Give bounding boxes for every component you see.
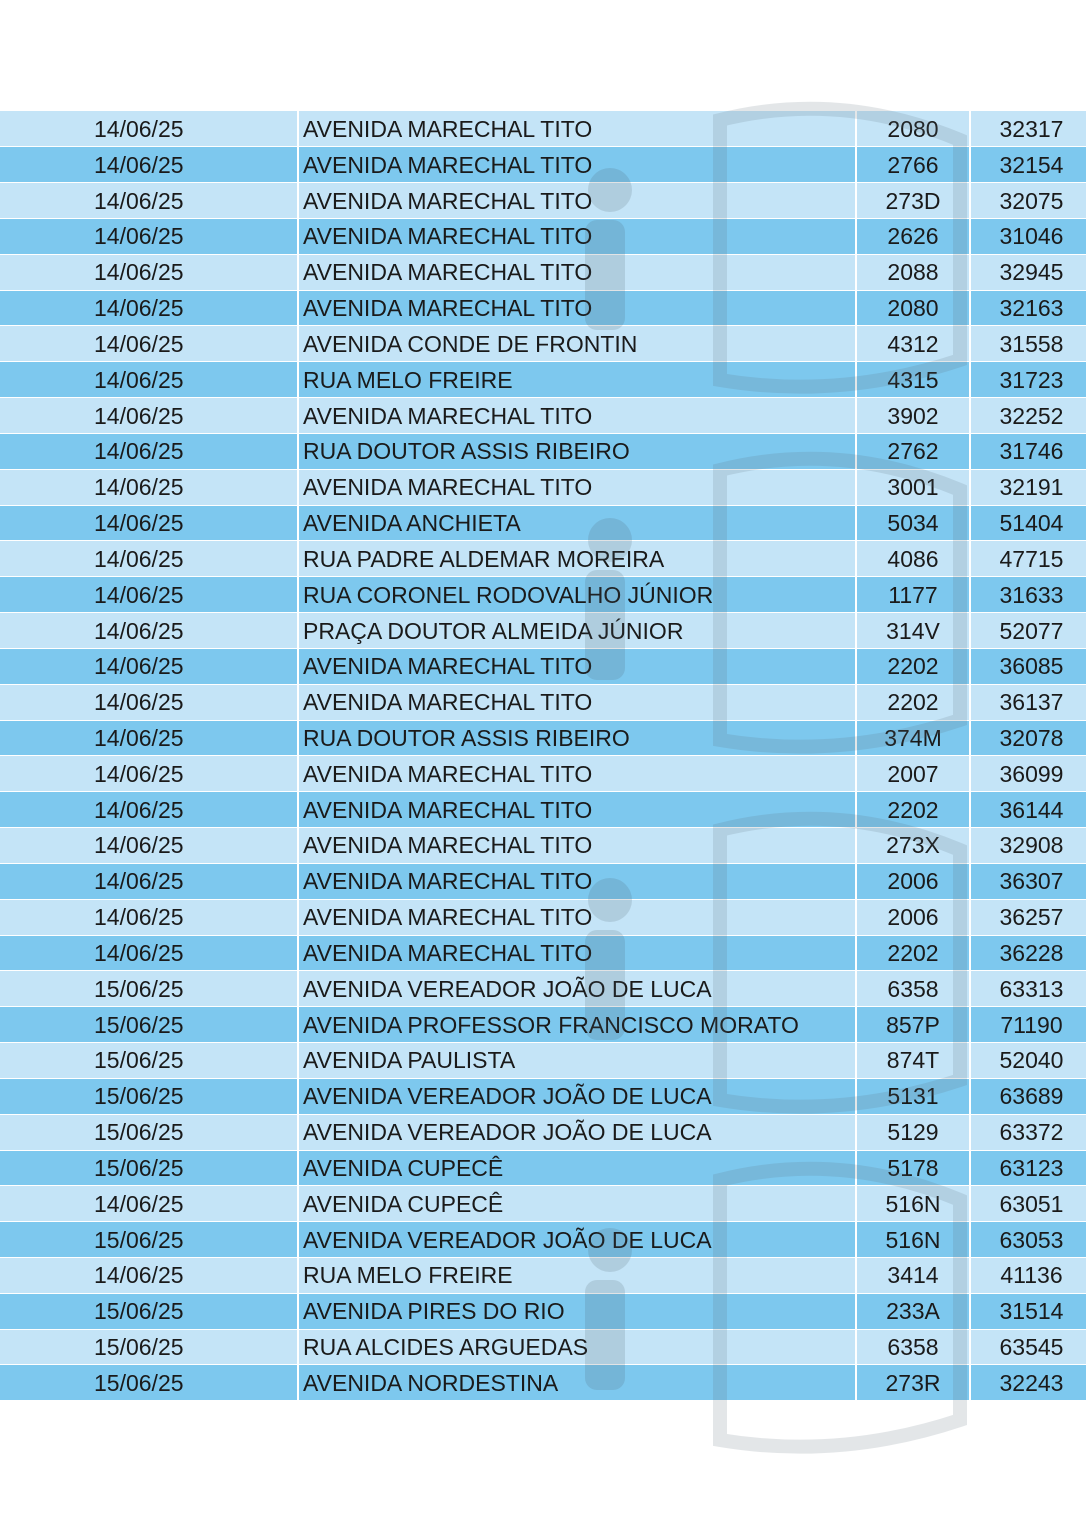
line-cell: 6358 — [856, 971, 970, 1007]
line-cell: 5131 — [856, 1078, 970, 1114]
table-row — [0, 613, 1086, 649]
vehicle-cell: 52077 — [970, 613, 1086, 649]
line-cell: 6358 — [856, 1329, 970, 1365]
street-cell: AVENIDA MARECHAL TITO — [298, 648, 856, 684]
table-row — [0, 792, 1086, 828]
street-cell: AVENIDA ANCHIETA — [298, 505, 856, 541]
vehicle-cell: 36099 — [970, 756, 1086, 792]
line-cell: 2626 — [856, 218, 970, 254]
street-cell: AVENIDA MARECHAL TITO — [298, 398, 856, 434]
date-cell: 14/06/25 — [0, 720, 298, 756]
street-cell: AVENIDA MARECHAL TITO — [298, 254, 856, 290]
date-cell: 14/06/25 — [0, 111, 298, 147]
table-row — [0, 326, 1086, 362]
street-cell: AVENIDA VEREADOR JOÃO DE LUCA — [298, 1114, 856, 1150]
line-cell: 273R — [856, 1365, 970, 1401]
date-cell: 14/06/25 — [0, 899, 298, 935]
line-cell: 314V — [856, 613, 970, 649]
line-cell: 2202 — [856, 935, 970, 971]
vehicle-cell: 32243 — [970, 1365, 1086, 1401]
line-cell: 2762 — [856, 433, 970, 469]
vehicle-cell: 31746 — [970, 433, 1086, 469]
street-cell: AVENIDA MARECHAL TITO — [298, 935, 856, 971]
line-cell: 3902 — [856, 398, 970, 434]
date-cell: 14/06/25 — [0, 541, 298, 577]
line-cell: 4315 — [856, 362, 970, 398]
line-cell: 874T — [856, 1043, 970, 1079]
street-cell: AVENIDA MARECHAL TITO — [298, 792, 856, 828]
table-row — [0, 505, 1086, 541]
incident-table — [0, 111, 1086, 1401]
street-cell: AVENIDA MARECHAL TITO — [298, 684, 856, 720]
vehicle-cell: 32078 — [970, 720, 1086, 756]
date-cell: 14/06/25 — [0, 290, 298, 326]
vehicle-cell: 31558 — [970, 326, 1086, 362]
table-row — [0, 935, 1086, 971]
vehicle-cell: 63051 — [970, 1186, 1086, 1222]
date-cell: 15/06/25 — [0, 1007, 298, 1043]
date-cell: 14/06/25 — [0, 398, 298, 434]
street-cell: AVENIDA MARECHAL TITO — [298, 218, 856, 254]
table-row — [0, 147, 1086, 183]
line-cell: 2006 — [856, 863, 970, 899]
vehicle-cell: 32154 — [970, 147, 1086, 183]
date-cell: 14/06/25 — [0, 792, 298, 828]
street-cell: AVENIDA MARECHAL TITO — [298, 863, 856, 899]
date-cell: 14/06/25 — [0, 756, 298, 792]
street-cell: RUA ALCIDES ARGUEDAS — [298, 1329, 856, 1365]
table-row — [0, 1258, 1086, 1294]
street-cell: AVENIDA MARECHAL TITO — [298, 147, 856, 183]
line-cell: 2202 — [856, 648, 970, 684]
date-cell: 14/06/25 — [0, 433, 298, 469]
street-cell: AVENIDA MARECHAL TITO — [298, 111, 856, 147]
table-row — [0, 398, 1086, 434]
vehicle-cell: 32163 — [970, 290, 1086, 326]
line-cell: 5178 — [856, 1150, 970, 1186]
vehicle-cell: 36228 — [970, 935, 1086, 971]
table-row — [0, 863, 1086, 899]
vehicle-cell: 31633 — [970, 577, 1086, 613]
table-row — [0, 218, 1086, 254]
vehicle-cell: 36085 — [970, 648, 1086, 684]
date-cell: 14/06/25 — [0, 1258, 298, 1294]
street-cell: RUA DOUTOR ASSIS RIBEIRO — [298, 433, 856, 469]
table-row — [0, 1078, 1086, 1114]
street-cell: AVENIDA MARECHAL TITO — [298, 899, 856, 935]
table-row — [0, 469, 1086, 505]
line-cell: 2006 — [856, 899, 970, 935]
date-cell: 15/06/25 — [0, 1293, 298, 1329]
vehicle-cell: 41136 — [970, 1258, 1086, 1294]
street-cell: AVENIDA VEREADOR JOÃO DE LUCA — [298, 971, 856, 1007]
line-cell: 5034 — [856, 505, 970, 541]
line-cell: 516N — [856, 1222, 970, 1258]
date-cell: 14/06/25 — [0, 684, 298, 720]
vehicle-cell: 32191 — [970, 469, 1086, 505]
table-row — [0, 971, 1086, 1007]
table-row — [0, 290, 1086, 326]
date-cell: 14/06/25 — [0, 648, 298, 684]
vehicle-cell: 36137 — [970, 684, 1086, 720]
table-row — [0, 433, 1086, 469]
street-cell: AVENIDA CONDE DE FRONTIN — [298, 326, 856, 362]
line-cell: 2007 — [856, 756, 970, 792]
table-row — [0, 362, 1086, 398]
line-cell: 2080 — [856, 111, 970, 147]
vehicle-cell: 51404 — [970, 505, 1086, 541]
line-cell: 2080 — [856, 290, 970, 326]
street-cell: RUA MELO FREIRE — [298, 1258, 856, 1294]
table-row — [0, 720, 1086, 756]
vehicle-cell: 36307 — [970, 863, 1086, 899]
street-cell: AVENIDA VEREADOR JOÃO DE LUCA — [298, 1222, 856, 1258]
table-row — [0, 254, 1086, 290]
street-cell: AVENIDA MARECHAL TITO — [298, 828, 856, 864]
date-cell: 14/06/25 — [0, 863, 298, 899]
vehicle-cell: 32317 — [970, 111, 1086, 147]
line-cell: 2202 — [856, 684, 970, 720]
street-cell: AVENIDA NORDESTINA — [298, 1365, 856, 1401]
street-cell: AVENIDA MARECHAL TITO — [298, 290, 856, 326]
date-cell: 14/06/25 — [0, 147, 298, 183]
line-cell: 5129 — [856, 1114, 970, 1150]
date-cell: 14/06/25 — [0, 1186, 298, 1222]
street-cell: AVENIDA MARECHAL TITO — [298, 469, 856, 505]
line-cell: 857P — [856, 1007, 970, 1043]
vehicle-cell: 71190 — [970, 1007, 1086, 1043]
date-cell: 15/06/25 — [0, 1043, 298, 1079]
table-row — [0, 1293, 1086, 1329]
date-cell: 15/06/25 — [0, 1365, 298, 1401]
vehicle-cell: 47715 — [970, 541, 1086, 577]
street-cell: AVENIDA MARECHAL TITO — [298, 183, 856, 219]
line-cell: 273X — [856, 828, 970, 864]
street-cell: AVENIDA PROFESSOR FRANCISCO MORATO — [298, 1007, 856, 1043]
date-cell: 15/06/25 — [0, 971, 298, 1007]
table-row — [0, 1365, 1086, 1401]
table-row — [0, 1007, 1086, 1043]
date-cell: 15/06/25 — [0, 1078, 298, 1114]
line-cell: 273D — [856, 183, 970, 219]
date-cell: 14/06/25 — [0, 326, 298, 362]
table-row — [0, 899, 1086, 935]
table-row — [0, 684, 1086, 720]
table-row — [0, 756, 1086, 792]
date-cell: 14/06/25 — [0, 577, 298, 613]
line-cell: 2088 — [856, 254, 970, 290]
vehicle-cell: 63545 — [970, 1329, 1086, 1365]
date-cell: 14/06/25 — [0, 505, 298, 541]
vehicle-cell: 32908 — [970, 828, 1086, 864]
incident-table-container — [0, 111, 1086, 1401]
vehicle-cell: 32075 — [970, 183, 1086, 219]
vehicle-cell: 32945 — [970, 254, 1086, 290]
vehicle-cell: 63372 — [970, 1114, 1086, 1150]
vehicle-cell: 52040 — [970, 1043, 1086, 1079]
table-row — [0, 1329, 1086, 1365]
date-cell: 14/06/25 — [0, 218, 298, 254]
street-cell: RUA DOUTOR ASSIS RIBEIRO — [298, 720, 856, 756]
street-cell: AVENIDA CUPECÊ — [298, 1186, 856, 1222]
table-body — [0, 111, 1086, 1401]
date-cell: 14/06/25 — [0, 935, 298, 971]
line-cell: 4086 — [856, 541, 970, 577]
street-cell: AVENIDA MARECHAL TITO — [298, 756, 856, 792]
line-cell: 233A — [856, 1293, 970, 1329]
street-cell: PRAÇA DOUTOR ALMEIDA JÚNIOR — [298, 613, 856, 649]
street-cell: RUA CORONEL RODOVALHO JÚNIOR — [298, 577, 856, 613]
street-cell: RUA MELO FREIRE — [298, 362, 856, 398]
line-cell: 4312 — [856, 326, 970, 362]
date-cell: 14/06/25 — [0, 362, 298, 398]
line-cell: 2766 — [856, 147, 970, 183]
street-cell: AVENIDA PAULISTA — [298, 1043, 856, 1079]
table-row — [0, 183, 1086, 219]
date-cell: 14/06/25 — [0, 613, 298, 649]
table-row — [0, 1186, 1086, 1222]
table-row — [0, 1150, 1086, 1186]
vehicle-cell: 36257 — [970, 899, 1086, 935]
table-row — [0, 577, 1086, 613]
date-cell: 14/06/25 — [0, 469, 298, 505]
street-cell: AVENIDA VEREADOR JOÃO DE LUCA — [298, 1078, 856, 1114]
table-row — [0, 828, 1086, 864]
table-row — [0, 111, 1086, 147]
vehicle-cell: 63689 — [970, 1078, 1086, 1114]
date-cell: 15/06/25 — [0, 1222, 298, 1258]
table-row — [0, 1043, 1086, 1079]
line-cell: 2202 — [856, 792, 970, 828]
table-row — [0, 1114, 1086, 1150]
street-cell: AVENIDA CUPECÊ — [298, 1150, 856, 1186]
vehicle-cell: 31046 — [970, 218, 1086, 254]
table-row — [0, 1222, 1086, 1258]
table-row — [0, 648, 1086, 684]
street-cell: AVENIDA PIRES DO RIO — [298, 1293, 856, 1329]
vehicle-cell: 36144 — [970, 792, 1086, 828]
line-cell: 3414 — [856, 1258, 970, 1294]
vehicle-cell: 63123 — [970, 1150, 1086, 1186]
line-cell: 516N — [856, 1186, 970, 1222]
line-cell: 374M — [856, 720, 970, 756]
date-cell: 15/06/25 — [0, 1114, 298, 1150]
vehicle-cell: 31723 — [970, 362, 1086, 398]
date-cell: 15/06/25 — [0, 1329, 298, 1365]
line-cell: 1177 — [856, 577, 970, 613]
vehicle-cell: 63053 — [970, 1222, 1086, 1258]
date-cell: 14/06/25 — [0, 183, 298, 219]
street-cell: RUA PADRE ALDEMAR MOREIRA — [298, 541, 856, 577]
vehicle-cell: 63313 — [970, 971, 1086, 1007]
table-row — [0, 541, 1086, 577]
line-cell: 3001 — [856, 469, 970, 505]
date-cell: 15/06/25 — [0, 1150, 298, 1186]
date-cell: 14/06/25 — [0, 254, 298, 290]
date-cell: 14/06/25 — [0, 828, 298, 864]
vehicle-cell: 32252 — [970, 398, 1086, 434]
vehicle-cell: 31514 — [970, 1293, 1086, 1329]
